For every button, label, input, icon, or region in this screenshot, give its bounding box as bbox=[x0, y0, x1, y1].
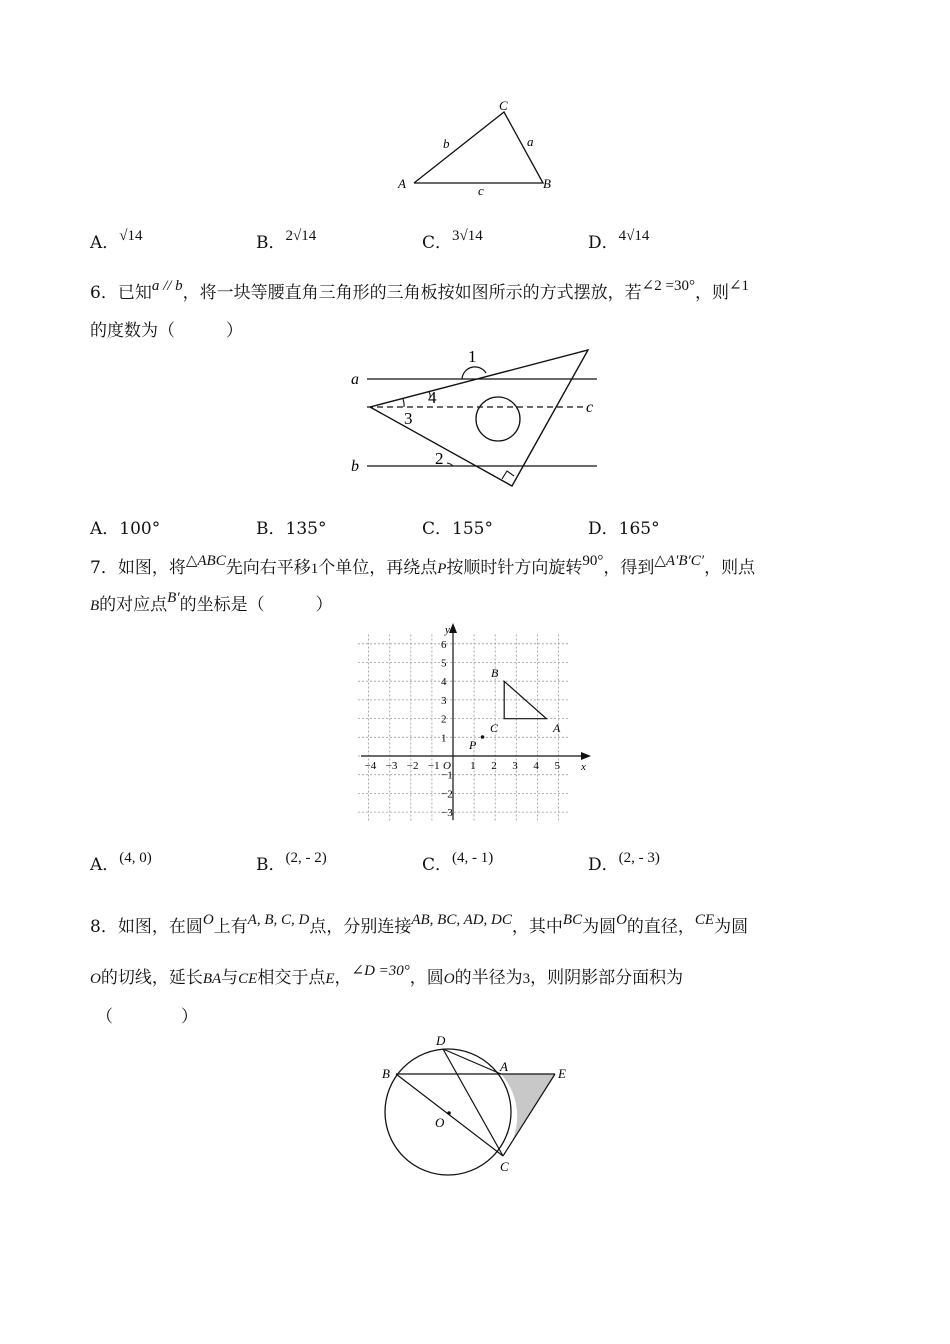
q6-option-b-value: 135° bbox=[285, 519, 327, 539]
q6-label-4: 4 bbox=[428, 388, 437, 407]
q8-label-O: O bbox=[435, 1115, 445, 1130]
q5-triangle-figure bbox=[390, 95, 570, 200]
q5-label-c: c bbox=[478, 183, 484, 198]
q5-label-A: A bbox=[398, 176, 406, 191]
q8-label-D: D bbox=[436, 1033, 446, 1048]
q7-label-B: B bbox=[491, 666, 499, 680]
q6-stem-line1: 6．已知a // b，将一块等腰直角三角形的三角板按如图所示的方式摆放，若∠2 =30°，则∠1 bbox=[90, 278, 750, 303]
q6-option-d-value: 165° bbox=[618, 519, 660, 539]
q7-y-tick-label: 1 bbox=[441, 732, 447, 745]
q7-y-tick-label: −2 bbox=[441, 788, 453, 801]
q5-option-d-value: 4√14 bbox=[618, 228, 650, 244]
q5-option-b[interactable]: B．2√14 bbox=[256, 228, 317, 253]
q8-label-E: E bbox=[558, 1066, 566, 1081]
q7-y-tick-label: 3 bbox=[441, 694, 447, 707]
q7-x-label: x bbox=[581, 761, 586, 773]
q6-label-a: a bbox=[351, 371, 359, 388]
q7-gridlines bbox=[358, 634, 569, 821]
q6-option-a-value: 100° bbox=[119, 519, 161, 539]
q7-y-tick-label: −3 bbox=[441, 807, 453, 820]
q6-option-a[interactable]: A．100° bbox=[90, 519, 161, 539]
q8-stem-line3: （ ） bbox=[96, 1007, 198, 1027]
q7-y-tick-label: 2 bbox=[441, 713, 447, 726]
q7-option-b-value: (2, - 2) bbox=[285, 850, 327, 866]
q7-option-d-value: (2, - 3) bbox=[618, 850, 660, 866]
q5-option-c[interactable]: C．3√14 bbox=[422, 228, 483, 253]
q5-option-a-value: √14 bbox=[119, 228, 143, 244]
q7-y-label: y bbox=[445, 624, 450, 636]
q7-x-tick-label: −1 bbox=[427, 760, 440, 772]
q6-option-b[interactable]: B．135° bbox=[256, 519, 327, 539]
q5-label-C: C bbox=[499, 98, 508, 113]
q8-label-A: A bbox=[500, 1059, 508, 1074]
q7-x-tick-label: 3 bbox=[512, 760, 518, 772]
q7-y-tick-label: 6 bbox=[441, 638, 447, 651]
q7-x-tick-label: −4 bbox=[364, 760, 377, 772]
q8-label-C: C bbox=[500, 1159, 509, 1174]
q7-option-c[interactable]: C．(4, - 1) bbox=[422, 850, 494, 875]
q7-option-b[interactable]: B．(2, - 2) bbox=[256, 850, 327, 875]
q6-option-c[interactable]: C．155° bbox=[422, 519, 493, 539]
q8-stem-line2: O的切线，延长BA与CE相交于点E，∠D =30°，圆O的半径为3，则阴影部分面积为 bbox=[90, 963, 684, 988]
q7-label-P: P bbox=[469, 738, 477, 752]
q6-label-c: c bbox=[586, 399, 594, 416]
q7-x-tick-label: 2 bbox=[491, 760, 497, 772]
q5-option-d[interactable]: D．4√14 bbox=[588, 228, 650, 253]
q7-coordinate-grid-figure bbox=[355, 620, 600, 825]
q7-x-tick-label: 1 bbox=[470, 760, 476, 772]
q7-stem-line2: B的对应点B′的坐标是（ ） bbox=[90, 590, 333, 615]
q8-label-B: B bbox=[382, 1066, 390, 1081]
q6-label-2: 2 bbox=[435, 449, 444, 468]
q7-stem-line1: 7．如图，将△ABC先向右平移1个单位，再绕点P按顺时针方向旋转90°，得到△A′B′C′，则点 bbox=[90, 553, 756, 578]
q7-label-C: C bbox=[490, 721, 499, 735]
q7-x-tick-label: 4 bbox=[533, 760, 539, 772]
q7-y-tick-label: 5 bbox=[441, 657, 447, 670]
q7-option-a-value: (4, 0) bbox=[119, 850, 152, 866]
q7-point-p bbox=[481, 735, 485, 739]
q7-x-tick-label: 5 bbox=[554, 760, 560, 772]
q6-option-d[interactable]: D．165° bbox=[588, 519, 660, 539]
q7-option-c-value: (4, - 1) bbox=[452, 850, 494, 866]
q7-y-tick-label: −1 bbox=[441, 769, 453, 782]
q7-x-tick-label: −2 bbox=[406, 760, 419, 772]
q8-stem-line1: 8．如图，在圆O上有A, B, C, D点，分别连接AB, BC, AD, DC，其中BC为圆O的直径，CE为圆 bbox=[90, 912, 749, 937]
q7-label-A: A bbox=[553, 721, 561, 735]
q6-stem-line2: 的度数为（ ） bbox=[90, 321, 243, 341]
q6-label-1: 1 bbox=[468, 347, 477, 366]
q8-circle-figure bbox=[370, 1030, 575, 1180]
q7-x-tick-label: −3 bbox=[385, 760, 398, 772]
q5-option-c-value: 3√14 bbox=[452, 228, 483, 244]
q6-option-c-value: 155° bbox=[452, 519, 493, 539]
q5-option-a[interactable]: A．√14 bbox=[90, 228, 143, 253]
q5-option-b-value: 2√14 bbox=[285, 228, 317, 244]
q7-tick-labels bbox=[365, 639, 561, 819]
q5-label-b: b bbox=[443, 136, 450, 151]
q7-option-d[interactable]: D．(2, - 3) bbox=[588, 850, 660, 875]
q7-origin-label: O bbox=[443, 760, 451, 772]
q6-label-3: 3 bbox=[404, 409, 413, 428]
q5-label-B: B bbox=[543, 176, 551, 191]
q7-option-a[interactable]: A．(4, 0) bbox=[90, 850, 152, 875]
q6-parallel-lines-figure bbox=[345, 340, 605, 490]
q5-label-a: a bbox=[527, 134, 534, 149]
q7-y-tick-label: 4 bbox=[441, 676, 447, 689]
q6-label-b: b bbox=[351, 458, 359, 475]
